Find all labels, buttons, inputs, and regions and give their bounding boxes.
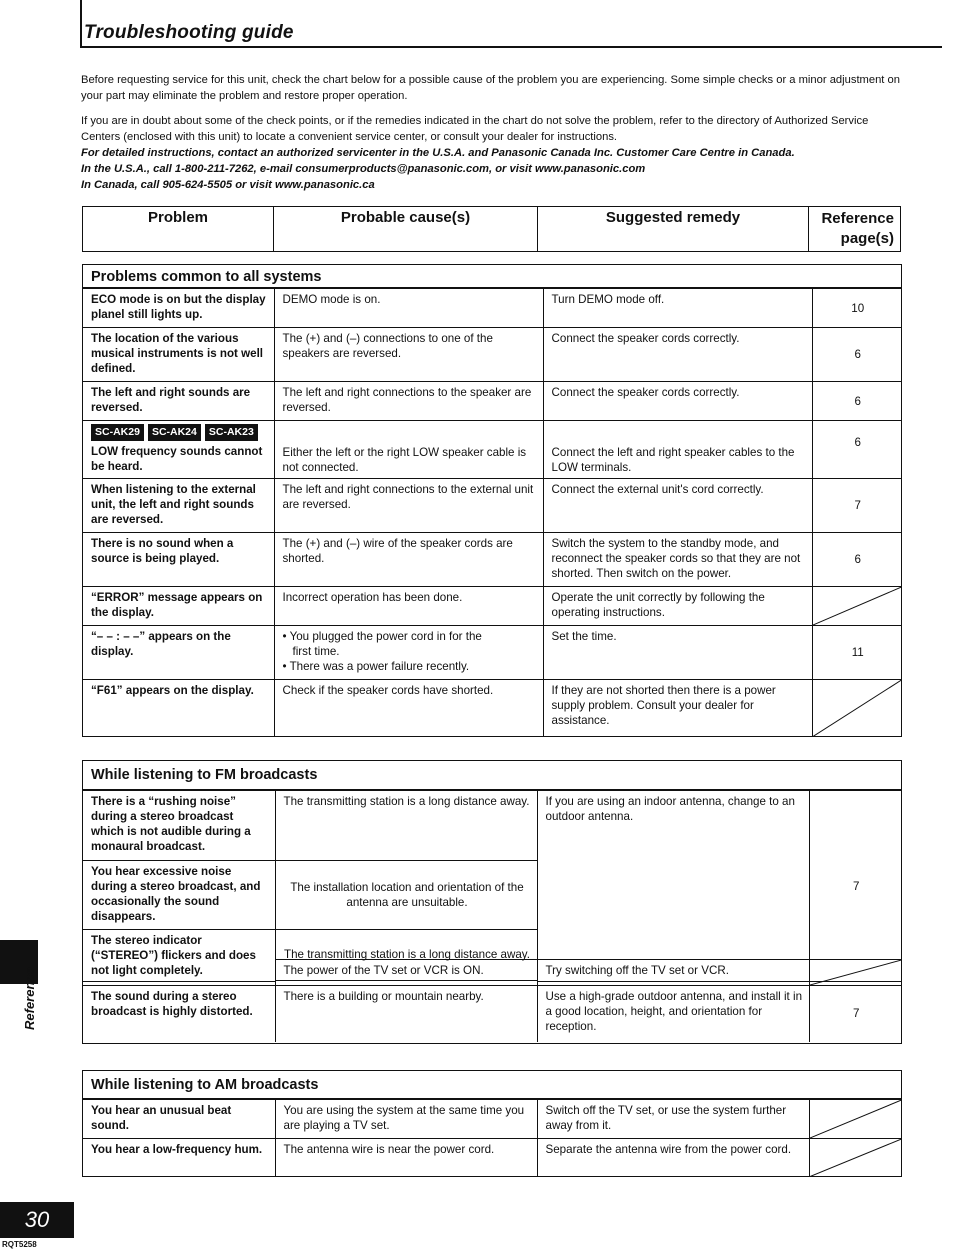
ref-cell: 6 [812, 533, 901, 587]
model-badge: SC-AK23 [205, 424, 258, 441]
problem-cell: There is no sound when a source is being played. [83, 533, 274, 587]
cause-cell: The transmitting station is a long distance away. [275, 930, 537, 981]
table-row [83, 587, 901, 626]
problem-cell: ECO mode is on but the display planel still lights up. [83, 289, 274, 328]
no-reference-slash [810, 1139, 902, 1177]
table-row [83, 791, 901, 861]
problem-cell: “– – : – –” appears on the display. [83, 626, 274, 680]
column-header-table [82, 206, 901, 252]
model-badges [91, 424, 268, 441]
table-row [83, 960, 901, 986]
ref-cell: 7 [812, 479, 901, 533]
remedy-cell: Operate the unit correctly by following the operating instructions. [543, 587, 812, 626]
problem-cell: The stereo indicator (“STEREO”) flickers and does not light completely. [83, 930, 275, 982]
cause-cell: Check if the speaker cords have shorted. [274, 680, 543, 737]
cause-cell: The left and right connections to the speaker are reversed. [274, 382, 543, 421]
problem-text: LOW frequency sounds cannot be heard. [91, 445, 263, 473]
remedy-cell: Use a high-grade outdoor antenna, and install it in a good location, height, and orientation for reception. [537, 986, 809, 1042]
table-row [83, 421, 901, 479]
ref-cell-empty [809, 960, 901, 986]
remedy-cell: Separate the antenna wire from the power cord. [537, 1139, 809, 1177]
intro-usa-contact: In the U.S.A., call 1-800-211-7262, e-mail consumerproducts@panasonic.com, or visit www.panasonic.com [81, 163, 646, 175]
section-title-common: Problems common to all systems [83, 265, 901, 288]
model-badge: SC-AK29 [91, 424, 144, 441]
remedy-cell: Switch the system to the standby mode, and reconnect the speaker cords so that they are not shorted. Then switch on the power. [543, 533, 812, 587]
problem-cell: You hear excessive noise during a stereo broadcast, and occasionally the sound disappears. [83, 861, 275, 930]
table-row [83, 289, 901, 328]
cause-cell: The (+) and (–) connections to one of the speakers are reversed. [274, 328, 543, 382]
remedy-cell: Connect the external unit's cord correctly. [543, 479, 812, 533]
table-row [83, 1100, 901, 1139]
cause-cell: There is a building or mountain nearby. [275, 986, 537, 1042]
remedy-cell: Connect the speaker cords correctly. [543, 328, 812, 382]
no-reference-slash [810, 1100, 902, 1138]
document-code: RQT5258 [2, 1240, 37, 1249]
problem-cell: You hear a low-frequency hum. [83, 1139, 275, 1177]
cause-cell: The (+) and (–) wire of the speaker cords are shorted. [274, 533, 543, 587]
cause-cell: Either the left or the right LOW speaker cable is not connected. [274, 421, 543, 479]
ref-cell: 6 [812, 328, 901, 382]
section-title-am: While listening to AM broadcasts [83, 1071, 901, 1099]
intro-paragraph-1: Before requesting service for this unit, check the chart below for a possible cause of the problem you are experiencing. Some simple checks or a minor adjustment on your part may eliminate the problem and restore proper operation. [81, 74, 900, 102]
remedy-cell: Try switching off the TV set or VCR. [537, 960, 809, 986]
table-row [83, 328, 901, 382]
cause-cell: You are using the system at the same time you are playing a TV set. [275, 1100, 537, 1139]
page-title: Troubleshooting guide [84, 22, 294, 43]
problem-cell-cont [83, 960, 275, 986]
section-am [82, 1070, 902, 1177]
table-row [83, 1139, 901, 1177]
ref-cell-empty [809, 1139, 901, 1177]
problem-cell: You hear an unusual beat sound. [83, 1100, 275, 1139]
cause-bullet-1: • You plugged the power cord in for the [282, 630, 482, 643]
header-cause: Probable cause(s) [274, 207, 538, 252]
cause-cell: The left and right connections to the external unit are reversed. [274, 479, 543, 533]
cause-cell: The installation location and orientation of the antenna are unsuitable. [275, 861, 537, 930]
side-section-label: Reference [22, 967, 37, 1030]
table-row [83, 533, 901, 587]
remedy-cell-shared: If you are using an indoor antenna, change to an outdoor antenna. [537, 791, 809, 982]
header-problem: Problem [83, 207, 274, 252]
cause-cell [274, 626, 543, 680]
ref-cell: 10 [812, 289, 901, 328]
remedy-cell: Connect the speaker cords correctly. [543, 382, 812, 421]
problem-cell: When listening to the external unit, the left and right sounds are reversed. [83, 479, 274, 533]
ref-cell-empty [809, 1100, 901, 1139]
header-remedy: Suggested remedy [538, 207, 809, 252]
fm-subtable [83, 959, 901, 1042]
intro-canada-contact: In Canada, call 905-624-5505 or visit www.panasonic.ca [81, 179, 375, 191]
problem-cell: The left and right sounds are reversed. [83, 382, 274, 421]
intro-contact-note: For detailed instructions, contact an authorized servicenter in the U.S.A. and Panasonic Canada Inc. Customer Care Centre in Canada. [81, 147, 795, 159]
problem-cell: The sound during a stereo broadcast is highly distorted. [83, 986, 275, 1042]
no-reference-slash [810, 960, 902, 985]
problem-cell: “ERROR” message appears on the display. [83, 587, 274, 626]
section-title-fm: While listening to FM broadcasts [83, 761, 901, 790]
cause-cell: The transmitting station is a long distance away. [275, 791, 537, 861]
header-reference-line2: page(s) [840, 230, 894, 247]
section-fm [82, 760, 902, 1044]
cause-bullet-2: • There was a power failure recently. [282, 660, 470, 673]
cause-cell: Incorrect operation has been done. [274, 587, 543, 626]
problem-cell [83, 421, 274, 479]
intro-paragraph-2: If you are in doubt about some of the check points, or if the remedies indicated in the chart do not solve the problem, refer to the directory of Authorized Service Centers (enclosed with this unit) to locate a convenient service center, or consult your dealer for instructions. [81, 115, 869, 143]
common-table [83, 288, 901, 737]
no-reference-slash [813, 587, 902, 625]
cause-cell: DEMO mode is on. [274, 289, 543, 328]
ref-cell: 11 [812, 626, 901, 680]
problem-cell: There is a “rushing noise” during a stereo broadcast which is not audible during a monaural broadcast. [83, 791, 275, 861]
cause-cell: The antenna wire is near the power cord. [275, 1139, 537, 1177]
fm-table [83, 790, 901, 982]
ref-cell: 7 [809, 986, 901, 1042]
no-reference-slash [813, 680, 902, 737]
remedy-cell: Switch off the TV set, or use the system further away from it. [537, 1100, 809, 1139]
remedy-cell: Connect the left and right speaker cables to the LOW terminals. [543, 421, 812, 479]
header-reference [809, 207, 901, 252]
problem-cell: The location of the various musical instruments is not well defined. [83, 328, 274, 382]
ref-cell: 6 [812, 421, 901, 479]
ref-cell-empty [812, 680, 901, 737]
model-badge: SC-AK24 [148, 424, 201, 441]
table-row [83, 626, 901, 680]
table-row [83, 986, 901, 1042]
remedy-cell: Set the time. [543, 626, 812, 680]
remedy-cell: If they are not shorted then there is a power supply problem. Consult your dealer for assistance. [543, 680, 812, 737]
table-row [83, 479, 901, 533]
ref-cell-shared: 7 [809, 791, 901, 982]
page-number: 30 [0, 1202, 74, 1238]
table-row [83, 680, 901, 737]
ref-cell-empty [812, 587, 901, 626]
am-table [83, 1099, 901, 1177]
table-row [83, 382, 901, 421]
cause-cell: The power of the TV set or VCR is ON. [275, 960, 537, 986]
cause-bullet-1-cont: first time. [292, 645, 340, 658]
ref-cell: 6 [812, 382, 901, 421]
section-common [82, 264, 902, 737]
problem-cell: “F61” appears on the display. [83, 680, 274, 737]
remedy-cell: Turn DEMO mode off. [543, 289, 812, 328]
header-reference-line1: Reference [821, 210, 894, 227]
